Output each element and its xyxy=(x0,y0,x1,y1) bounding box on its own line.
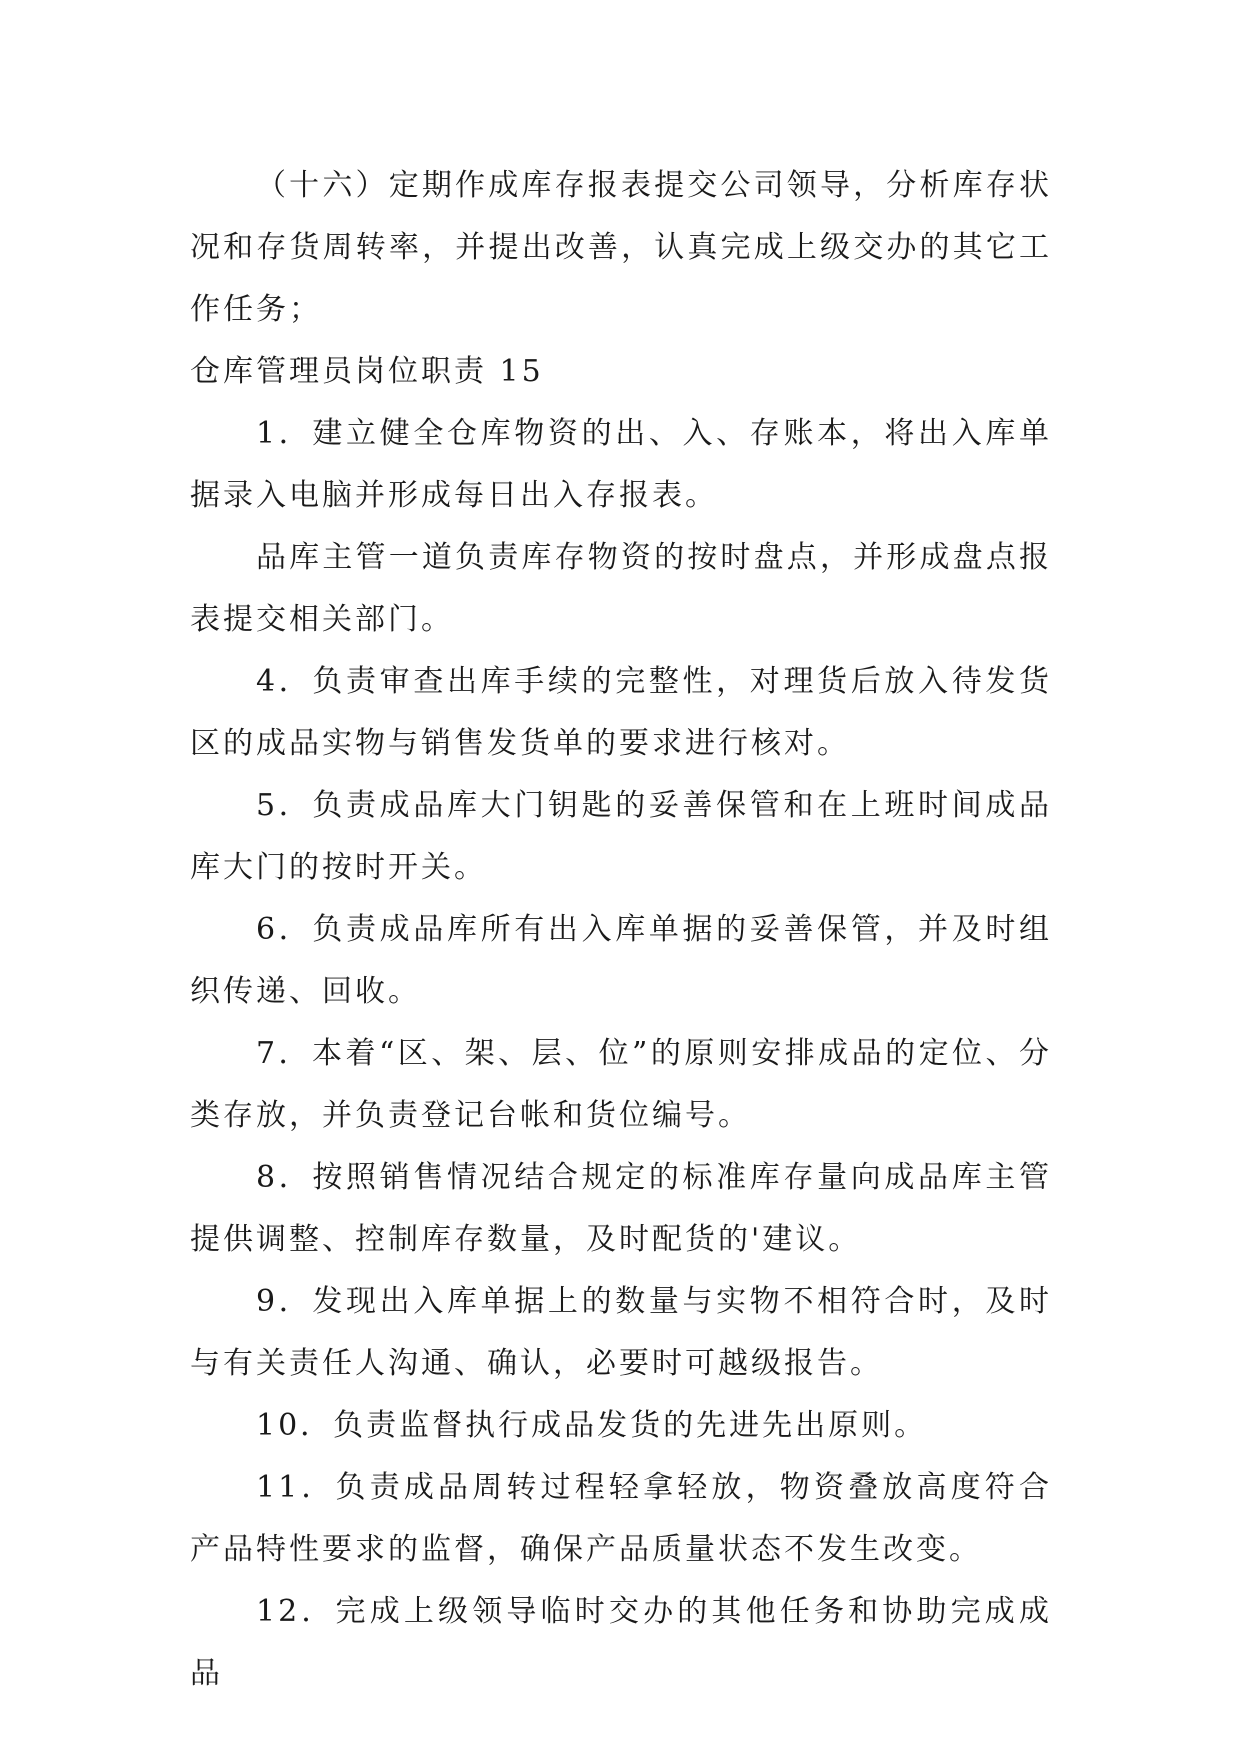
paragraph-item-10: 10．负责监督执行成品发货的先进先出原则。 xyxy=(256,1408,928,1443)
paragraph-item-5: 5．负责成品库大门钥匙的妥善保管和在上班时间成品库大门的按时开关。 xyxy=(190,788,1052,885)
paragraph-item-6: 6．负责成品库所有出入库单据的妥善保管，并及时组织传递、回收。 xyxy=(190,912,1052,1009)
paragraph-item-16: （十六）定期作成库存报表提交公司领导，分析库存状况和存货周转率，并提出改善，认真完成上级交办的其它工作任务； xyxy=(190,168,1052,327)
paragraph-item-9: 9．发现出入库单据上的数量与实物不相符合时，及时与有关责任人沟通、确认，必要时可越级报告。 xyxy=(190,1284,1052,1381)
paragraph-item-12: 12．完成上级领导临时交办的其他任务和协助完成成品 xyxy=(190,1594,1052,1691)
paragraph-item-4: 4．负责审查出库手续的完整性，对理货后放入待发货区的成品实物与销售发货单的要求进行核对。 xyxy=(190,664,1052,761)
document-page xyxy=(190,155,1052,1705)
section-heading: 仓库管理员岗位职责 15 xyxy=(190,354,544,389)
paragraph-item-7: 7．本着“区、架、层、位”的原则安排成品的定位、分类存放，并负责登记台帐和货位编号。 xyxy=(190,1036,1052,1133)
paragraph-item-8: 8．按照销售情况结合规定的标准库存量向成品库主管提供调整、控制库存数量，及时配货的'建议。 xyxy=(190,1160,1052,1257)
paragraph-item-1: 1．建立健全仓库物资的出、入、存账本，将出入库单据录入电脑并形成每日出入存报表。 xyxy=(190,416,1052,513)
paragraph-item-11: 11．负责成品周转过程轻拿轻放，物资叠放高度符合产品特性要求的监督，确保产品质量状态不发生改变。 xyxy=(190,1470,1052,1567)
paragraph-item-2: 品库主管一道负责库存物资的按时盘点，并形成盘点报表提交相关部门。 xyxy=(190,540,1052,637)
